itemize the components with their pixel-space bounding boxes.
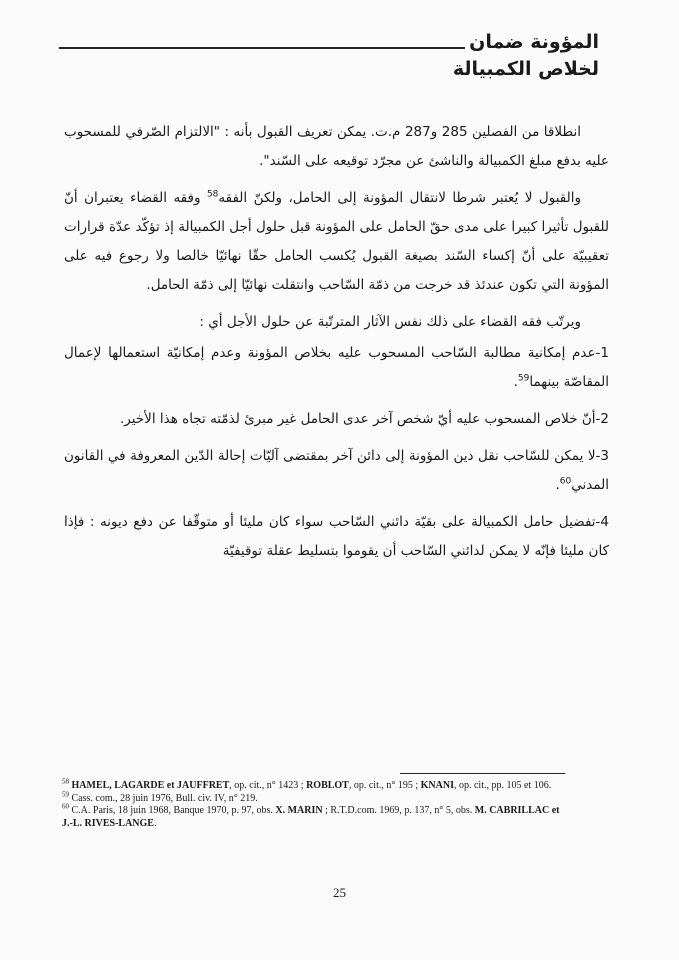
list-item-3 [64, 442, 609, 500]
footnote-58 [62, 777, 567, 793]
footnote-author: HAMEL, LAGARDE et JAUFFRET [71, 780, 230, 791]
footnote-ref-59: 59 [517, 373, 530, 384]
footnote-text: Cass. com., 28 juin 1976, Bull. civ. IV, n° 219. [69, 792, 258, 804]
footnote-author: X. MARIN [275, 805, 323, 816]
footnote-text: , op. cit., pp. 105 et 106. [453, 780, 552, 791]
paragraph-effects-intro: ويرتّب فقه القضاء على ذلك نفس الآثار المترتّبة عن حلول الأجل أي : [199, 314, 581, 330]
footnote-separator [400, 773, 565, 774]
paragraph-acceptance-after: وفقه القضاء يعتبران أنّ للقبول تأثيرا كبيرا على مدى حقّ الحامل على المؤونة قبل حلول أجل الكمبيالة إذ تؤكّد عدّة قرارات تعقيبيّة على أنّ إكساء السّند بصيغة القبول يُكسب الحامل حقّا نهائيّا خالصا ولا رجوع فيه على المؤونة التي تكون عندئذ قد خرجت من ذمّة السّاحب وانتقلت نهائيّا إلى ذمّة الحامل. [64, 190, 609, 293]
footnote-author: ROBLOT [306, 780, 349, 791]
list-item-3-before: 3-لا يمكن للسّاحب نقل دين المؤونة إلى دائن آخر بمقتضى آليّات إحالة الدّين المعروفة في القانون المدني [64, 448, 609, 493]
footnotes [62, 777, 567, 830]
footnote-author: KNANI [420, 780, 454, 791]
header-rule [59, 47, 465, 49]
footnote-ref-58: 58 [206, 189, 219, 200]
header-subtitle: لخلاص الكمبيالة [452, 58, 599, 80]
footnote-text: . [153, 817, 157, 829]
header-title: المؤونة ضمان [469, 31, 599, 53]
footnote-number: 59 [62, 790, 69, 799]
list-item-1-before: 1-عدم إمكانية مطالبة السّاحب المسحوب عليه بخلاص المؤونة وعدم إمكانيّة استعمالها لإعمال المقاصّة بينهما [64, 345, 609, 390]
list-item-1-after: . [513, 374, 518, 390]
footnote-text: , op. cit., n° 195 ; [348, 780, 421, 791]
footnote-ref-60: 60 [559, 476, 572, 487]
body-text [64, 118, 609, 574]
footnote-text: ; R.T.D.com. 1969, p. 137, n° 5, obs. [322, 805, 475, 816]
page-number: 25 [333, 885, 346, 900]
paragraph-definition: انطلاقا من الفصلين 285 و287 م.ت. يمكن تعريف القبول بأنه : "الالتزام الصّرفي للمسحوب عليه بدفع مبلغ الكمبيالة والناشئ عن مجرّد توقيعه على السّند". [64, 124, 609, 169]
footnote-text: C.A. Paris, 18 juin 1968, Banque 1970, p. 97, obs. [69, 805, 276, 816]
footnote-text: , op. cit., n° 1423 ; [229, 780, 307, 791]
footnote-59 [62, 790, 567, 806]
paragraph-acceptance [64, 184, 609, 300]
footnote-number: 58 [62, 777, 69, 786]
footnote-author: M. CABRILLAC et J.-L. RIVES-LANGE [62, 805, 560, 829]
running-header [59, 30, 599, 82]
list-item-2: 2-أنّ خلاص المسحوب عليه أيّ شخص آخر عدى الحامل غير مبرئ لذمّته تجاه هذا الأخير. [119, 411, 609, 427]
list-item-3-after: . [555, 477, 560, 493]
list-item-1 [64, 339, 609, 397]
header-title-row [59, 30, 599, 54]
paragraph-acceptance-before: والقبول لا يُعتبر شرطا لانتقال المؤونة إلى الحامل، ولكنّ الفقه [218, 190, 581, 206]
list-item-4: 4-تفضيل حامل الكمبيالة على بقيّة دائني السّاحب سواء كان مليئا أو متوقّفا عن دفع ديونه : فإذا كان مليئا فإنّه لا يمكن لدائني السّاحب أن يقوموا بتسليط عقلة توقيفيّة [64, 514, 609, 559]
footnote-number: 60 [62, 802, 69, 811]
footnote-60 [62, 802, 567, 830]
